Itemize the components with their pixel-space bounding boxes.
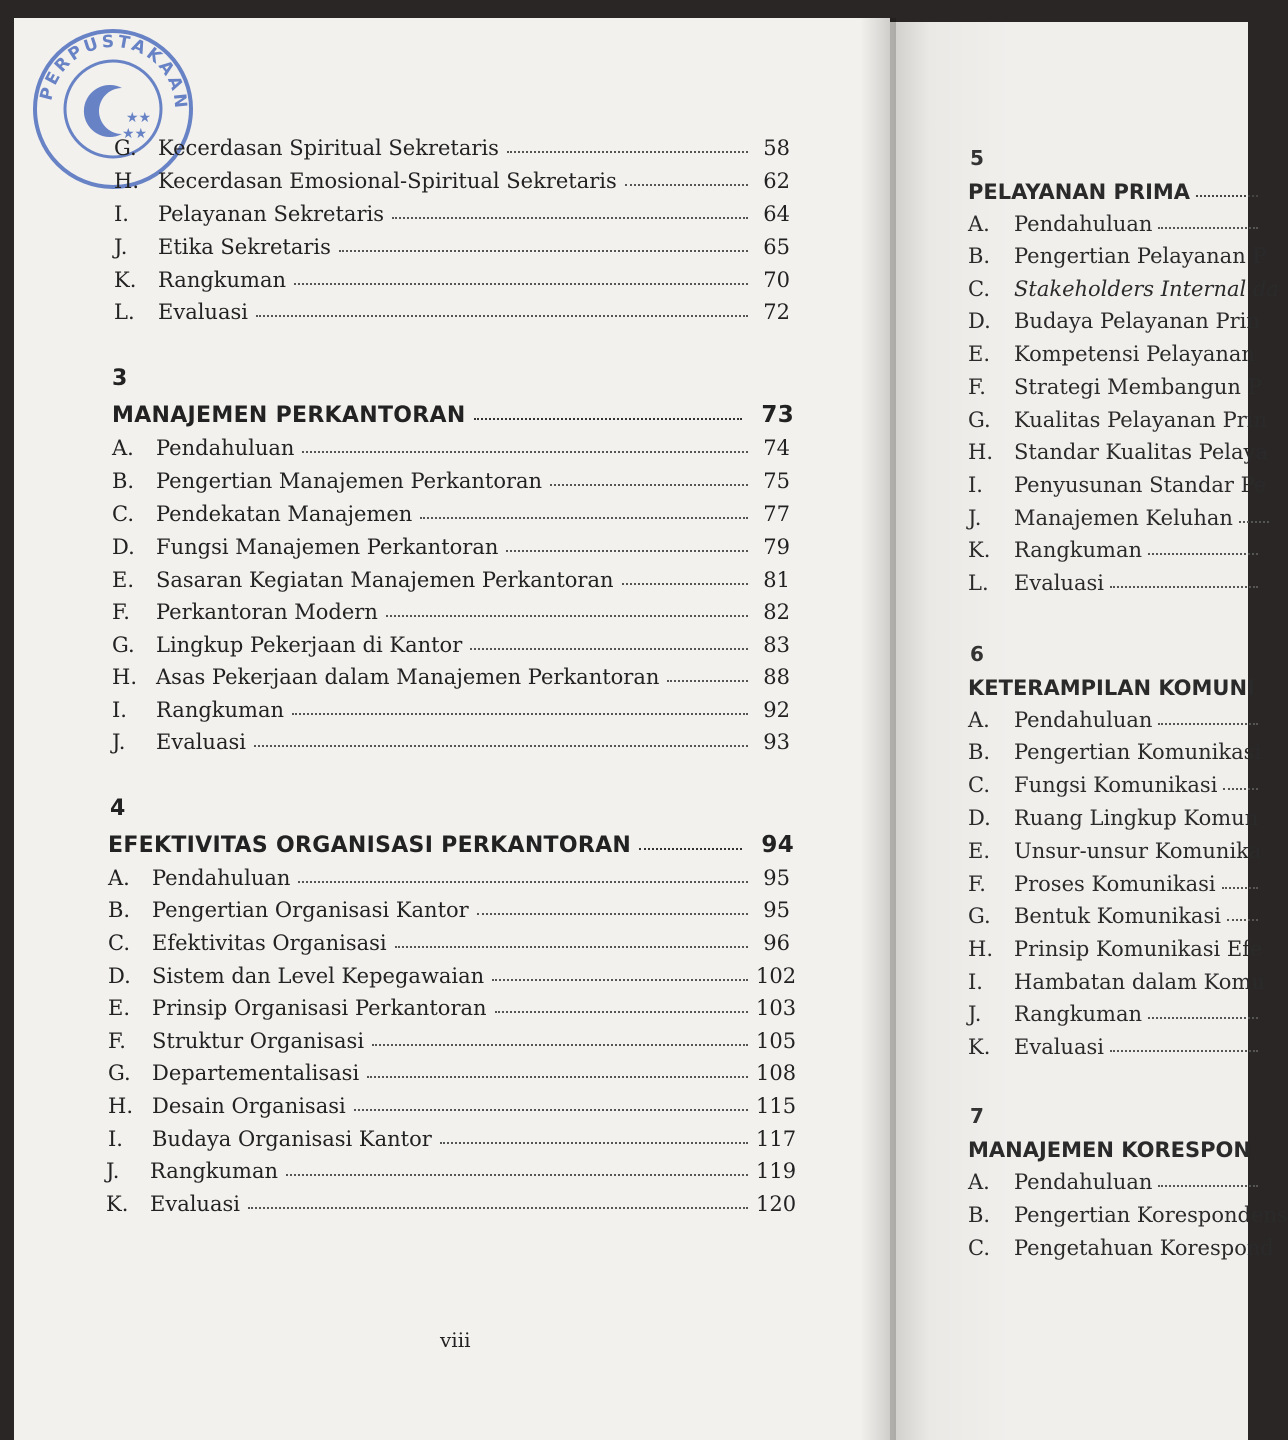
entry-page: 103 — [756, 996, 797, 1020]
entry-letter: B. — [968, 1203, 991, 1227]
page-number: viii — [440, 1328, 471, 1352]
entry-title: Evaluasi — [158, 300, 248, 324]
entry-title: Evaluasi — [1014, 571, 1104, 595]
entry-page: 92 — [763, 698, 790, 722]
svg-text:★★: ★★ — [126, 110, 152, 126]
entry-letter: K. — [114, 268, 137, 292]
toc-entry[interactable] — [968, 872, 1258, 904]
entry-page: 58 — [763, 136, 790, 160]
entry-letter: F. — [108, 1029, 126, 1053]
toc-entry[interactable] — [112, 568, 790, 600]
entry-title: Unsur-unsur Komunika — [1014, 839, 1262, 863]
chapter-title: MANAJEMEN PERKANTORAN — [112, 403, 466, 428]
toc-entry[interactable] — [114, 235, 790, 267]
toc-entry[interactable] — [114, 202, 790, 234]
entry-page: 115 — [756, 1094, 797, 1118]
dot-leader — [495, 1011, 748, 1013]
entry-letter: A. — [112, 436, 134, 460]
entry-title: Prinsip Organisasi Perkantoran — [152, 996, 487, 1020]
dot-leader — [395, 946, 748, 948]
entry-letter: H. — [108, 1094, 133, 1118]
dot-leader — [339, 250, 748, 252]
entry-page: 102 — [756, 964, 797, 988]
toc-entry[interactable] — [108, 964, 797, 996]
entry-title: Rangkuman — [150, 1159, 278, 1183]
toc-entry[interactable] — [968, 244, 1267, 276]
toc-entry[interactable] — [112, 436, 790, 468]
stamp-text: PERPUSTAKAAN — [36, 31, 191, 112]
entry-page: 96 — [763, 931, 790, 955]
entry-title: Lingkup Pekerjaan di Kantor — [156, 633, 463, 657]
entry-title: Pendahuluan — [1014, 212, 1153, 236]
entry-letter: D. — [108, 964, 131, 988]
toc-entry[interactable] — [968, 538, 1258, 570]
entry-letter: G. — [968, 904, 991, 928]
entry-title: Kualitas Pelayanan Prin — [1014, 408, 1268, 432]
entry-page: 88 — [763, 665, 790, 689]
entry-letter: F. — [968, 872, 986, 896]
entry-title: Pengertian Manajemen Perkantoran — [156, 469, 543, 493]
entry-letter: D. — [968, 806, 991, 830]
chapter-number: 4 — [110, 796, 126, 821]
entry-title: Rangkuman — [1014, 1002, 1142, 1026]
dot-leader — [392, 217, 748, 219]
toc-entry[interactable] — [112, 730, 790, 762]
dot-leader — [1148, 553, 1258, 555]
entry-title: Prinsip Komunikasi Efe — [1014, 937, 1263, 961]
toc-entry[interactable] — [968, 212, 1258, 244]
entry-letter: B. — [968, 740, 991, 764]
entry-letter: A. — [968, 1170, 990, 1194]
chapter-heading[interactable] — [112, 402, 794, 436]
toc-entry[interactable] — [968, 375, 1262, 407]
toc-entry[interactable] — [114, 169, 790, 201]
entry-letter: G. — [968, 408, 991, 432]
entry-title: Ruang Lingkup Komun — [1014, 806, 1259, 830]
dot-leader — [1158, 227, 1258, 229]
entry-title: Departementalisasi — [152, 1061, 360, 1085]
entry-letter: K. — [968, 538, 991, 562]
entry-page: 75 — [763, 469, 790, 493]
entry-title: Kompetensi Pelayanan — [1014, 342, 1255, 366]
entry-letter: G. — [112, 633, 135, 657]
dot-leader — [1158, 723, 1258, 725]
toc-entry[interactable] — [968, 1035, 1258, 1067]
toc-entry[interactable] — [112, 665, 790, 697]
entry-letter: A. — [968, 212, 990, 236]
entry-title: Penyusunan Standar Pe — [1014, 473, 1267, 497]
entry-title: Manajemen Keluhan — [1014, 506, 1233, 530]
dot-leader — [667, 680, 748, 682]
entry-letter: A. — [968, 708, 990, 732]
dot-leader — [1110, 1050, 1258, 1052]
entry-title: Sistem dan Level Kepegawaian — [152, 964, 485, 988]
entry-title: Standar Kualitas Pelaya — [1014, 440, 1268, 464]
toc-entry[interactable] — [108, 1029, 797, 1061]
toc-entry[interactable] — [108, 1094, 797, 1126]
entry-letter: I. — [968, 970, 983, 994]
dot-leader — [354, 1109, 748, 1111]
chapter-title: MANAJEMEN KORESPON — [968, 1138, 1251, 1162]
entry-title: Pendahuluan — [1014, 1170, 1153, 1194]
chapter-heading[interactable] — [968, 676, 1258, 700]
entry-letter: E. — [968, 839, 991, 863]
dot-leader — [372, 1044, 748, 1046]
entry-letter: H. — [114, 169, 139, 193]
chapter-number: 6 — [970, 642, 984, 666]
dot-leader — [1148, 1017, 1258, 1019]
entry-page: 117 — [756, 1127, 797, 1151]
dot-leader — [440, 1142, 748, 1144]
toc-entry[interactable] — [968, 806, 1258, 838]
entry-letter: J. — [968, 506, 982, 530]
entry-page: 70 — [763, 268, 790, 292]
entry-letter: B. — [112, 469, 135, 493]
entry-page: 72 — [763, 300, 790, 324]
dot-leader — [1158, 1185, 1258, 1187]
entry-title: Rangkuman — [158, 268, 286, 292]
dot-leader — [1222, 887, 1258, 889]
entry-letter: F. — [112, 600, 130, 624]
entry-letter: A. — [108, 866, 130, 890]
toc-entry[interactable] — [968, 309, 1258, 341]
entry-title: Pengertian Korespondens — [1014, 1203, 1288, 1227]
entry-title: Rangkuman — [1014, 538, 1142, 562]
entry-letter: E. — [112, 568, 135, 592]
dot-leader — [1110, 586, 1258, 588]
entry-page: 82 — [763, 600, 790, 624]
entry-title: Proses Komunikasi — [1014, 872, 1216, 896]
toc-entry[interactable] — [968, 740, 1262, 772]
toc-entry[interactable] — [968, 277, 1279, 309]
toc-entry[interactable] — [968, 1236, 1274, 1268]
entry-title: Kecerdasan Spiritual Sekretaris — [158, 136, 499, 160]
toc-entry[interactable] — [968, 1170, 1258, 1202]
toc-entry[interactable] — [968, 571, 1258, 603]
svg-text:PERPUSTAKAAN — [36, 32, 190, 112]
entry-page: 74 — [763, 436, 790, 460]
svg-text:★★: ★★ — [122, 126, 148, 142]
entry-page: 105 — [756, 1029, 797, 1053]
entry-title: Pengetahuan Korespond — [1014, 1236, 1274, 1260]
entry-letter: C. — [968, 1236, 990, 1260]
dot-leader — [298, 881, 748, 883]
toc-entry[interactable] — [968, 773, 1258, 805]
toc-entry[interactable] — [968, 708, 1258, 740]
entry-title: Sasaran Kegiatan Manajemen Perkantoran — [156, 568, 614, 592]
toc-entry[interactable] — [112, 502, 790, 534]
toc-entry[interactable] — [112, 469, 790, 501]
toc-entry[interactable] — [112, 698, 790, 730]
entry-page: 95 — [763, 898, 790, 922]
entry-title: Evaluasi — [150, 1192, 240, 1216]
entry-page: 93 — [763, 730, 790, 754]
entry-letter: H. — [112, 665, 137, 689]
toc-entry[interactable] — [968, 839, 1262, 871]
toc-entry[interactable] — [968, 937, 1263, 969]
dot-leader — [420, 517, 748, 519]
toc-entry[interactable] — [112, 535, 790, 567]
toc-entry[interactable] — [968, 408, 1268, 440]
chapter-number: 5 — [970, 146, 984, 170]
entry-letter: L. — [114, 300, 135, 324]
entry-letter: G. — [108, 1061, 131, 1085]
entry-letter: F. — [968, 375, 986, 399]
dot-leader — [1223, 788, 1258, 790]
entry-page: 120 — [756, 1192, 797, 1216]
dot-leader — [367, 1076, 748, 1078]
dot-leader — [625, 184, 748, 186]
entry-title: Kecerdasan Emosional-Spiritual Sekretaris — [158, 169, 617, 193]
entry-letter: J. — [106, 1159, 120, 1183]
dot-leader — [386, 615, 748, 617]
entry-title: Pendahuluan — [1014, 708, 1153, 732]
entry-title: Budaya Pelayanan Prin — [1014, 309, 1260, 333]
entry-title: Strategi Membangun P — [1014, 375, 1262, 399]
entry-letter: B. — [968, 244, 991, 268]
entry-title: Fungsi Manajemen Perkantoran — [156, 535, 499, 559]
dot-leader — [622, 583, 749, 585]
entry-title: Desain Organisasi — [152, 1094, 346, 1118]
chapter-number: 7 — [970, 1104, 984, 1128]
dot-leader — [1196, 195, 1258, 197]
entry-page: 83 — [763, 633, 790, 657]
toc-entry[interactable] — [968, 970, 1265, 1002]
entry-letter: C. — [108, 931, 130, 955]
toc-entry[interactable] — [968, 1002, 1258, 1034]
entry-page: 62 — [763, 169, 790, 193]
toc-entry[interactable] — [114, 136, 790, 168]
chapter-page: 94 — [761, 832, 794, 858]
toc-entry[interactable] — [968, 342, 1258, 374]
chapter-title: EFEKTIVITAS ORGANISASI PERKANTORAN — [108, 833, 632, 858]
toc-entry[interactable] — [108, 996, 797, 1028]
dot-leader — [550, 484, 748, 486]
entry-title: Fungsi Komunikasi — [1014, 773, 1218, 797]
chapter-heading[interactable] — [108, 832, 794, 866]
entry-title: Evaluasi — [156, 730, 246, 754]
dot-leader — [286, 1174, 748, 1176]
dot-leader — [256, 315, 748, 317]
chapter-number: 3 — [112, 366, 128, 391]
entry-letter: J. — [968, 1002, 982, 1026]
chapter-title: PELAYANAN PRIMA — [968, 180, 1191, 204]
dot-leader — [470, 648, 748, 650]
chapter-page: 73 — [761, 402, 794, 428]
entry-letter: E. — [108, 996, 131, 1020]
entry-title: Pengertian Organisasi Kantor — [152, 898, 469, 922]
toc-entry[interactable] — [968, 506, 1258, 538]
entry-letter: I. — [112, 698, 127, 722]
entry-title: Stakeholders Internal da — [1014, 277, 1279, 301]
entry-letter: J. — [114, 235, 128, 259]
entry-letter: E. — [968, 342, 991, 366]
toc-entry[interactable] — [106, 1159, 797, 1191]
entry-page: 79 — [763, 535, 790, 559]
entry-page: 95 — [763, 866, 790, 890]
entry-letter: I. — [108, 1127, 123, 1151]
dot-leader — [639, 848, 742, 850]
entry-letter: D. — [112, 535, 135, 559]
entry-page: 108 — [756, 1061, 797, 1085]
entry-title: Evaluasi — [1014, 1035, 1104, 1059]
dot-leader — [1239, 521, 1269, 523]
dot-leader — [254, 745, 748, 747]
toc-entry[interactable] — [112, 633, 790, 665]
dot-leader — [302, 451, 748, 453]
entry-letter: C. — [968, 773, 990, 797]
entry-letter: I. — [114, 202, 129, 226]
toc-entry[interactable] — [968, 1203, 1288, 1235]
toc-entry[interactable] — [968, 473, 1267, 505]
book-gutter — [860, 18, 896, 1440]
entry-letter: K. — [968, 1035, 991, 1059]
dot-leader — [507, 151, 748, 153]
toc-entry[interactable] — [114, 268, 790, 300]
entry-title: Struktur Organisasi — [152, 1029, 365, 1053]
dot-leader — [248, 1207, 748, 1209]
entry-letter: C. — [112, 502, 134, 526]
toc-entry[interactable] — [112, 600, 790, 632]
chapter-heading[interactable] — [968, 180, 1258, 204]
entry-letter: D. — [968, 309, 991, 333]
entry-letter: J. — [112, 730, 126, 754]
dot-leader — [294, 283, 748, 285]
entry-letter: C. — [968, 277, 990, 301]
entry-page: 119 — [756, 1159, 797, 1183]
entry-letter: B. — [108, 898, 131, 922]
entry-title: Asas Pekerjaan dalam Manajemen Perkantoran — [156, 665, 660, 689]
chapter-heading[interactable] — [968, 1138, 1258, 1162]
entry-letter: G. — [114, 136, 137, 160]
toc-entry[interactable] — [968, 440, 1268, 472]
entry-page: 77 — [763, 502, 790, 526]
entry-title: Perkantoran Modern — [156, 600, 378, 624]
entry-title: Rangkuman — [156, 698, 284, 722]
dot-leader — [492, 979, 748, 981]
entry-page: 65 — [763, 235, 790, 259]
entry-letter: H. — [968, 440, 993, 464]
entry-letter: H. — [968, 937, 993, 961]
entry-letter: K. — [106, 1192, 129, 1216]
toc-entry[interactable] — [106, 1192, 797, 1224]
dot-leader — [292, 713, 748, 715]
entry-title: Pengertian Komunikasi — [1014, 740, 1262, 764]
entry-page: 81 — [763, 568, 790, 592]
entry-letter: L. — [968, 571, 989, 595]
entry-title: Hambatan dalam Komu — [1014, 970, 1265, 994]
toc-entry[interactable] — [108, 1061, 797, 1093]
dot-leader — [474, 418, 742, 420]
dot-leader — [477, 913, 748, 915]
entry-title: Bentuk Komunikasi — [1014, 904, 1221, 928]
entry-title: Budaya Organisasi Kantor — [152, 1127, 432, 1151]
entry-title: Pendekatan Manajemen — [156, 502, 413, 526]
toc-entry[interactable] — [108, 931, 790, 963]
chapter-title: KETERAMPILAN KOMUNI — [968, 676, 1255, 700]
toc-entry[interactable] — [968, 904, 1258, 936]
toc-entry[interactable] — [108, 898, 790, 930]
entry-letter: I. — [968, 473, 983, 497]
dot-leader — [1227, 919, 1258, 921]
toc-entry[interactable] — [114, 300, 790, 332]
toc-entry[interactable] — [108, 1127, 797, 1159]
entry-page: 64 — [763, 202, 790, 226]
entry-title: Pelayanan Sekretaris — [158, 202, 384, 226]
entry-title: Efektivitas Organisasi — [152, 931, 387, 955]
entry-title: Pendahuluan — [152, 866, 291, 890]
entry-title: Pendahuluan — [156, 436, 295, 460]
dot-leader — [506, 550, 748, 552]
toc-entry[interactable] — [108, 866, 790, 898]
entry-title: Pengertian Pelayanan P — [1014, 244, 1267, 268]
entry-title: Etika Sekretaris — [158, 235, 331, 259]
